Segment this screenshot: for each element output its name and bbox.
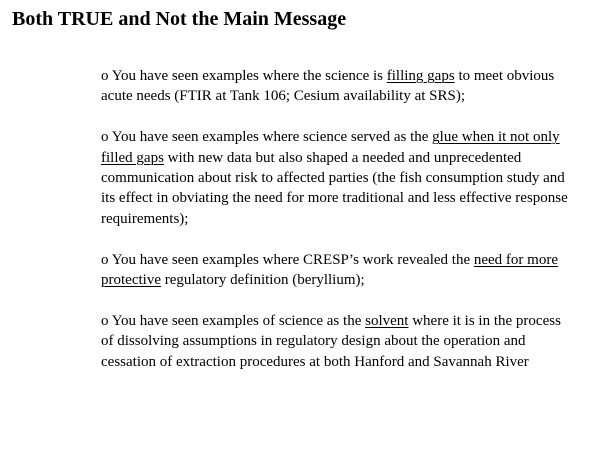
bullet-text-post: to meet obvious acute needs (FTIR at Tank 106; Cesium availability at SRS); [101, 68, 555, 105]
bullet-marker: o [101, 129, 109, 146]
bullet-text-post: with new data but also shaped a needed and unprecedented communication about risk to affected parties (the fish consumption study and its effect in obviating the need for more traditional and less effective response requirements); [101, 149, 568, 227]
bullet-text-pre: You have seen examples where science served as the [111, 129, 433, 146]
slide-title: Both TRUE and Not the Main Message [12, 8, 347, 30]
bullet-marker: o [101, 312, 109, 329]
bullet-filling-gaps [101, 66, 571, 107]
bullet-glue [101, 127, 571, 229]
bullet-marker: o [101, 251, 109, 268]
bullet-text-pre: You have seen examples where CRESP’s work revealed the [111, 251, 474, 268]
bullet-emphasis: solvent [365, 312, 409, 329]
bullet-emphasis: glue when it not only filled gaps [101, 129, 560, 166]
bullet-text-pre: You have seen examples of science as the [111, 312, 366, 329]
bullet-text-post: where it is in the process of dissolving assumptions in regulatory design about the operation and cessation of extraction procedures at both Hanford and Savannah River [101, 312, 561, 370]
bullet-emphasis: filling gaps [386, 68, 455, 84]
bullet-emphasis: need for more protective [101, 251, 558, 289]
bullet-protective [101, 250, 571, 291]
bullet-text-post: regulatory definition (beryllium); [160, 272, 365, 289]
bullet-text-pre: You have seen examples where the science is [111, 68, 387, 84]
bullet-solvent [101, 311, 571, 372]
bullet-marker: o [101, 68, 109, 84]
bullet-list [101, 66, 571, 392]
